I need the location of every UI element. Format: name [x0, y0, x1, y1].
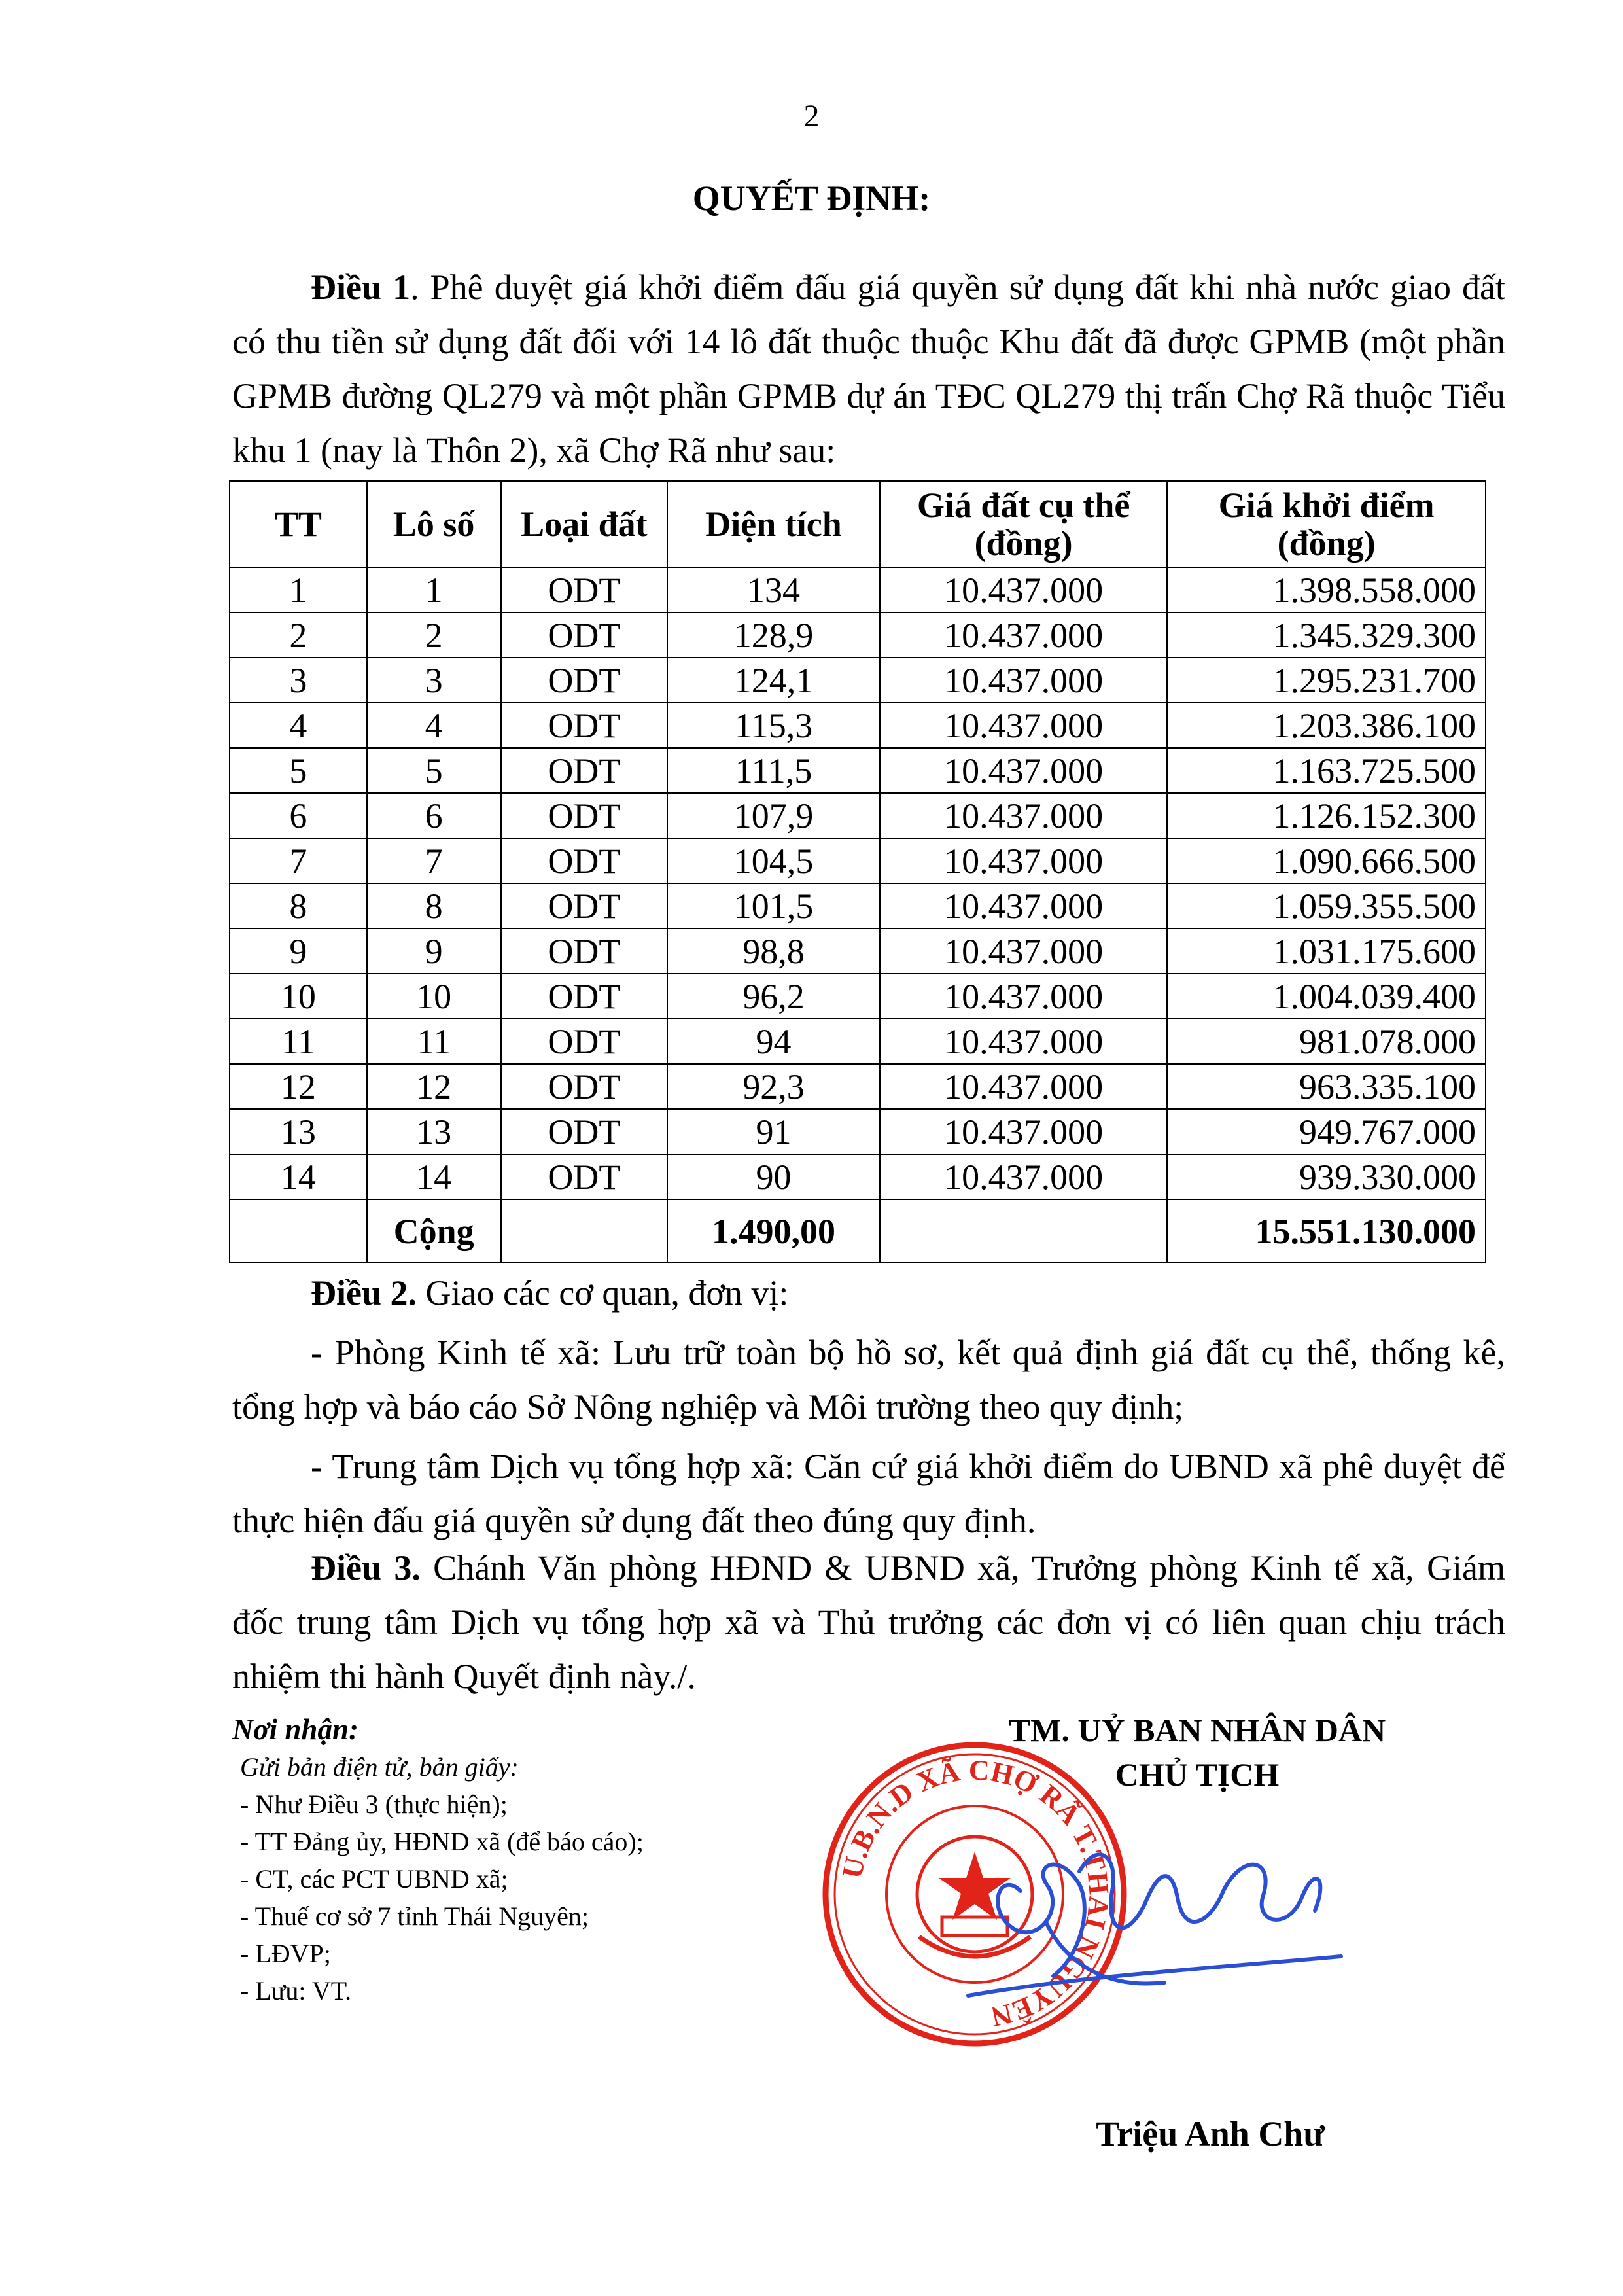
cell-starting-price: 1.126.152.300: [1167, 793, 1486, 838]
cell-lot: 5: [367, 748, 501, 793]
cell-starting-price: 1.059.355.500: [1167, 883, 1486, 928]
land-lot-table: [229, 480, 1486, 1263]
cell-starting-price: 1.090.666.500: [1167, 838, 1486, 883]
cell-lot: 10: [367, 974, 501, 1019]
cell-tt: 10: [230, 974, 367, 1019]
article-1-text: . Phê duyệt giá khởi điểm đấu giá quyền sử dụng đất khi nhà nước giao đất có thu tiền sử dụng đất đối với 14 lô đất thuộc thuộc Khu đất đã được GPMB (một phần GPMB đường QL279 và một phần GPMB dự án TĐC QL279 thị trấn Chợ Rã thuộc Tiểu khu 1 (nay là Thôn 2), xã Chợ Rã như sau:: [232, 268, 1506, 470]
cell-specific-price: 10.437.000: [880, 928, 1167, 974]
cell-land-type: ODT: [501, 1154, 668, 1199]
cell-land-type: ODT: [501, 883, 668, 928]
table-row: [230, 1109, 1486, 1154]
recipient-item: - Thuế cơ sở 7 tỉnh Thái Nguyên;: [240, 1901, 589, 1931]
cell-lot: 12: [367, 1064, 501, 1109]
cell-land-type: ODT: [501, 612, 668, 658]
recipients-title: Nơi nhận:: [232, 1713, 358, 1746]
article-2-text: Giao các cơ quan, đơn vị:: [417, 1273, 789, 1313]
cell-lot: 8: [367, 883, 501, 928]
total-empty-cell: [230, 1199, 367, 1263]
recipient-item: - LĐVP;: [240, 1939, 331, 1968]
cell-land-type: ODT: [501, 703, 668, 748]
table-row: [230, 612, 1486, 658]
cell-area: 91: [667, 1109, 880, 1154]
total-starting-price: 15.551.130.000: [1167, 1199, 1486, 1263]
header-area: Diện tích: [667, 481, 880, 567]
table-row: [230, 793, 1486, 838]
cell-starting-price: 1.004.039.400: [1167, 974, 1486, 1019]
cell-starting-price: 949.767.000: [1167, 1109, 1486, 1154]
article-3-text: Chánh Văn phòng HĐND & UBND xã, Trưởng phòng Kinh tế xã, Giám đốc trung tâm Dịch vụ tổng hợp xã và Thủ trưởng các đơn vị có liên quan chịu trách nhiệm thi hành Quyết định này./.: [232, 1548, 1505, 1696]
cell-area: 115,3: [667, 703, 880, 748]
cell-tt: 12: [230, 1064, 367, 1109]
handwritten-signature: [949, 1793, 1354, 2015]
cell-tt: 4: [230, 703, 367, 748]
recipient-item: - CT, các PCT UBND xã;: [240, 1864, 508, 1894]
recipient-item: - Lưu: VT.: [240, 1976, 352, 2005]
cell-tt: 1: [230, 567, 367, 612]
cell-land-type: ODT: [501, 1019, 668, 1064]
article-3-label: Điều 3.: [311, 1548, 421, 1587]
header-land-type: Loại đất: [501, 481, 668, 567]
article-1: [232, 260, 1505, 478]
cell-starting-price: 981.078.000: [1167, 1019, 1486, 1064]
cell-lot: 7: [367, 838, 501, 883]
header-starting-price: Giá khởi điểm (đồng): [1167, 481, 1486, 567]
cell-specific-price: 10.437.000: [880, 883, 1167, 928]
table-row: [230, 1154, 1486, 1199]
cell-tt: 7: [230, 838, 367, 883]
cell-specific-price: 10.437.000: [880, 612, 1167, 658]
cell-area: 134: [667, 567, 880, 612]
cell-area: 90: [667, 1154, 880, 1199]
cell-specific-price: 10.437.000: [880, 703, 1167, 748]
recipients-block: [232, 1711, 644, 2009]
cell-area: 96,2: [667, 974, 880, 1019]
table-header-row: [230, 481, 1486, 567]
cell-land-type: ODT: [501, 793, 668, 838]
recipient-item: - TT Đảng ủy, HĐND xã (để báo cáo);: [240, 1827, 644, 1856]
cell-area: 92,3: [667, 1064, 880, 1109]
signature-title-line-1: TM. UỶ BAN NHÂN DÂN: [1008, 1712, 1386, 1748]
seal-text: U.B.N.D XÃ CHỢ RÃ T.THÁI NGUYÊN: [835, 1754, 1115, 2034]
recipients-subtitle: Gửi bản điện tử, bản giấy:: [240, 1752, 519, 1782]
header-tt: TT: [230, 481, 367, 567]
cell-starting-price: 1.163.725.500: [1167, 748, 1486, 793]
cell-specific-price: 10.437.000: [880, 748, 1167, 793]
total-area: 1.490,00: [667, 1199, 880, 1263]
cell-area: 107,9: [667, 793, 880, 838]
signature-title-line-2: CHỦ TỊCH: [1115, 1756, 1280, 1793]
page-number: 2: [803, 99, 820, 133]
table-row: [230, 838, 1486, 883]
cell-starting-price: 1.295.231.700: [1167, 658, 1486, 703]
cell-tt: 14: [230, 1154, 367, 1199]
cell-land-type: ODT: [501, 1064, 668, 1109]
cell-specific-price: 10.437.000: [880, 1109, 1167, 1154]
cell-lot: 13: [367, 1109, 501, 1154]
signer-name: Triệu Anh Chư: [1096, 2114, 1325, 2153]
cell-tt: 2: [230, 612, 367, 658]
cell-lot: 4: [367, 703, 501, 748]
cell-area: 124,1: [667, 658, 880, 703]
cell-land-type: ODT: [501, 928, 668, 974]
cell-land-type: ODT: [501, 1109, 668, 1154]
cell-lot: 2: [367, 612, 501, 658]
signature-title: [903, 1708, 1492, 1797]
cell-tt: 5: [230, 748, 367, 793]
total-empty-cell: [880, 1199, 1167, 1263]
cell-specific-price: 10.437.000: [880, 1064, 1167, 1109]
cell-specific-price: 10.437.000: [880, 838, 1167, 883]
cell-land-type: ODT: [501, 974, 668, 1019]
header-specific-price: Giá đất cụ thể (đồng): [880, 481, 1167, 567]
cell-lot: 14: [367, 1154, 501, 1199]
table-row: [230, 1019, 1486, 1064]
cell-area: 111,5: [667, 748, 880, 793]
total-label: Cộng: [367, 1199, 501, 1263]
total-empty-cell: [501, 1199, 668, 1263]
header-lot: Lô số: [367, 481, 501, 567]
cell-specific-price: 10.437.000: [880, 658, 1167, 703]
cell-lot: 6: [367, 793, 501, 838]
table-row: [230, 928, 1486, 974]
cell-land-type: ODT: [501, 838, 668, 883]
cell-lot: 11: [367, 1019, 501, 1064]
cell-starting-price: 1.345.329.300: [1167, 612, 1486, 658]
cell-area: 94: [667, 1019, 880, 1064]
table-total-row: [230, 1199, 1486, 1263]
article-2-item-1: - Phòng Kinh tế xã: Lưu trữ toàn bộ hồ sơ, kết quả định giá đất cụ thể, thống kê, tổng hợp và báo cáo Sở Nông nghiệp và Môi trường theo quy định;: [232, 1333, 1505, 1426]
cell-specific-price: 10.437.000: [880, 1154, 1167, 1199]
cell-starting-price: 1.398.558.000: [1167, 567, 1486, 612]
cell-lot: 3: [367, 658, 501, 703]
article-1-label: Điều 1: [311, 268, 411, 307]
cell-land-type: ODT: [501, 567, 668, 612]
cell-starting-price: 963.335.100: [1167, 1064, 1486, 1109]
cell-starting-price: 1.031.175.600: [1167, 928, 1486, 974]
cell-area: 98,8: [667, 928, 880, 974]
cell-specific-price: 10.437.000: [880, 974, 1167, 1019]
article-3: [232, 1541, 1505, 1704]
decision-heading: QUYẾT ĐỊNH:: [692, 179, 931, 218]
table-row: [230, 567, 1486, 612]
cell-lot: 9: [367, 928, 501, 974]
table-row: [230, 974, 1486, 1019]
cell-land-type: ODT: [501, 748, 668, 793]
article-2-label: Điều 2.: [311, 1273, 417, 1313]
cell-tt: 11: [230, 1019, 367, 1064]
cell-tt: 6: [230, 793, 367, 838]
cell-area: 101,5: [667, 883, 880, 928]
table-row: [230, 703, 1486, 748]
table-row: [230, 748, 1486, 793]
cell-area: 104,5: [667, 838, 880, 883]
table-row: [230, 658, 1486, 703]
article-2: [232, 1266, 1505, 1548]
cell-specific-price: 10.437.000: [880, 567, 1167, 612]
article-2-item-2: - Trung tâm Dịch vụ tổng hợp xã: Căn cứ giá khởi điểm do UBND xã phê duyệt để thực hiện đấu giá quyền sử dụng đất theo đúng quy định.: [232, 1447, 1505, 1540]
cell-land-type: ODT: [501, 658, 668, 703]
cell-tt: 13: [230, 1109, 367, 1154]
cell-tt: 8: [230, 883, 367, 928]
cell-specific-price: 10.437.000: [880, 793, 1167, 838]
cell-area: 128,9: [667, 612, 880, 658]
cell-starting-price: 939.330.000: [1167, 1154, 1486, 1199]
table-row: [230, 883, 1486, 928]
cell-starting-price: 1.203.386.100: [1167, 703, 1486, 748]
recipient-item: - Như Điều 3 (thực hiện);: [240, 1790, 508, 1819]
cell-tt: 9: [230, 928, 367, 974]
cell-specific-price: 10.437.000: [880, 1019, 1167, 1064]
cell-lot: 1: [367, 567, 501, 612]
table-row: [230, 1064, 1486, 1109]
cell-tt: 3: [230, 658, 367, 703]
